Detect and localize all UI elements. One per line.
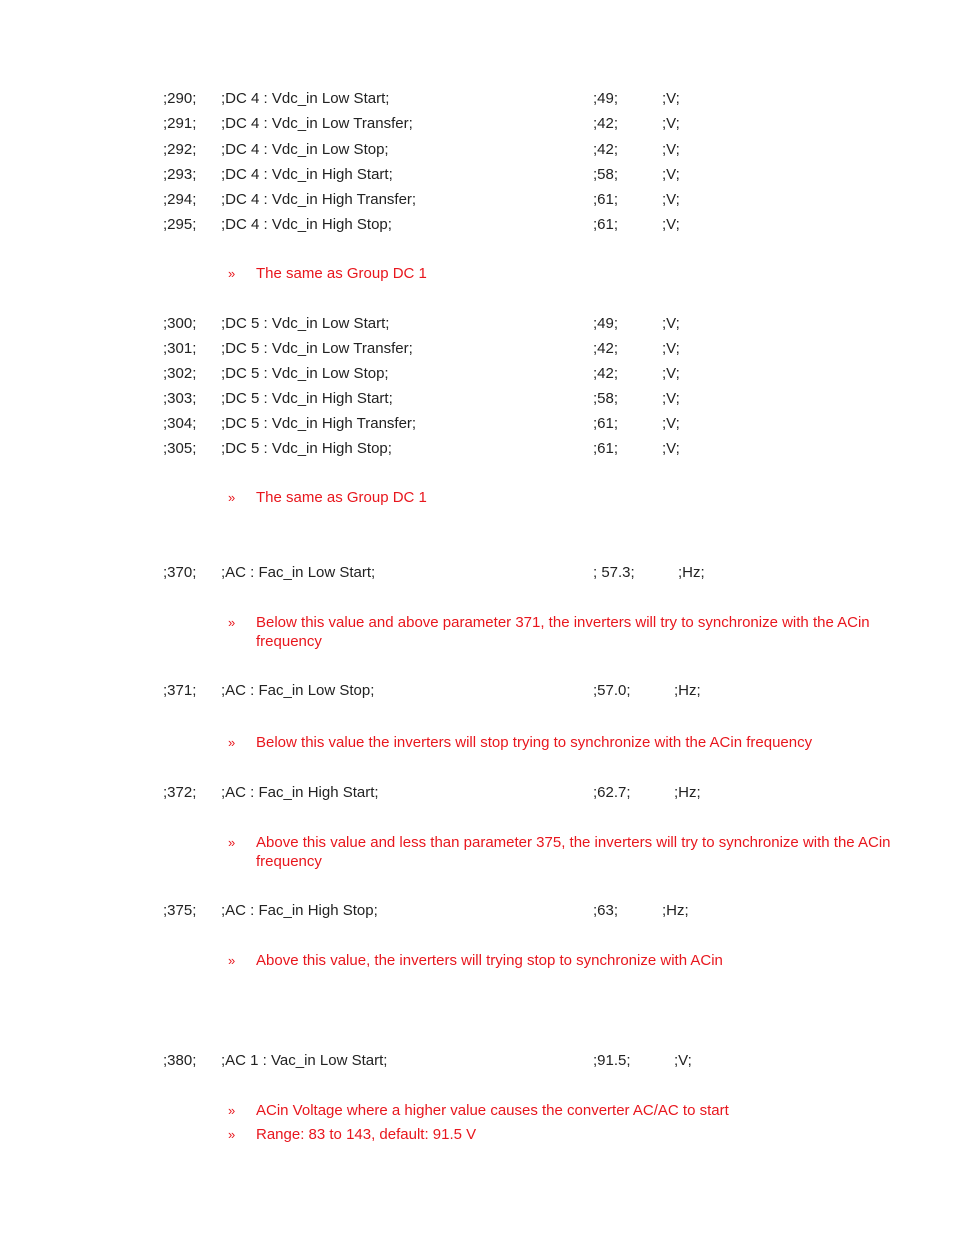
param-name: ;DC 5 : Vdc_in High Transfer; <box>221 415 417 432</box>
param-value: ;61; <box>593 440 619 457</box>
param-value: ;63; <box>593 902 619 919</box>
bullet-icon: » <box>228 1127 236 1142</box>
param-unit: ;V; <box>674 1052 692 1069</box>
param-id: ;300; <box>163 315 197 332</box>
param-unit: ;Hz; <box>674 682 701 699</box>
bullet-icon: » <box>228 735 236 750</box>
param-name: ;AC : Fac_in Low Stop; <box>221 682 375 699</box>
param-id: ;301; <box>163 340 197 357</box>
param-id: ;370; <box>163 564 197 581</box>
param-value: ;58; <box>593 166 619 183</box>
param-name: ;DC 4 : Vdc_in High Start; <box>221 166 393 183</box>
param-value: ;49; <box>593 315 619 332</box>
param-id: ;380; <box>163 1052 197 1069</box>
param-name: ;DC 5 : Vdc_in High Start; <box>221 390 393 407</box>
param-value: ;58; <box>593 390 619 407</box>
param-name: ;DC 4 : Vdc_in High Stop; <box>221 216 392 233</box>
param-name: ;DC 4 : Vdc_in Low Stop; <box>221 141 389 158</box>
param-name: ;AC : Fac_in High Stop; <box>221 902 378 919</box>
param-id: ;293; <box>163 166 197 183</box>
param-value: ;61; <box>593 415 619 432</box>
note-text: Above this value, the inverters will trying stop to synchronize with ACin <box>256 952 723 969</box>
param-id: ;304; <box>163 415 197 432</box>
param-value: ;91.5; <box>593 1052 631 1069</box>
param-id: ;294; <box>163 191 197 208</box>
param-value: ;61; <box>593 216 619 233</box>
param-value: ; 57.3; <box>593 564 635 581</box>
param-value: ;62.7; <box>593 784 631 801</box>
param-id: ;295; <box>163 216 197 233</box>
note-text: The same as Group DC 1 <box>256 265 427 282</box>
param-unit: ;V; <box>662 166 680 183</box>
param-name: ;AC : Fac_in Low Start; <box>221 564 376 581</box>
param-name: ;DC 4 : Vdc_in Low Transfer; <box>221 115 413 132</box>
note-text: Below this value the inverters will stop trying to synchronize with the ACin frequency <box>256 734 813 751</box>
param-unit: ;V; <box>662 315 680 332</box>
param-unit: ;V; <box>662 340 680 357</box>
param-value: ;57.0; <box>593 682 631 699</box>
param-id: ;372; <box>163 784 197 801</box>
bullet-icon: » <box>228 266 236 281</box>
note-text: ACin Voltage where a higher value causes the converter AC/AC to start <box>256 1102 729 1119</box>
param-unit: ;V; <box>662 141 680 158</box>
param-name: ;DC 5 : Vdc_in Low Stop; <box>221 365 389 382</box>
param-name: ;DC 5 : Vdc_in Low Start; <box>221 315 390 332</box>
param-id: ;290; <box>163 90 197 107</box>
param-value: ;42; <box>593 115 619 132</box>
param-unit: ;V; <box>662 90 680 107</box>
bullet-icon: » <box>228 835 236 850</box>
bullet-icon: » <box>228 953 236 968</box>
param-unit: ;Hz; <box>674 784 701 801</box>
param-name: ;DC 5 : Vdc_in High Stop; <box>221 440 392 457</box>
param-id: ;292; <box>163 141 197 158</box>
param-name: ;DC 5 : Vdc_in Low Transfer; <box>221 340 413 357</box>
param-id: ;302; <box>163 365 197 382</box>
param-unit: ;V; <box>662 415 680 432</box>
param-value: ;49; <box>593 90 619 107</box>
bullet-icon: » <box>228 490 236 505</box>
param-unit: ;Hz; <box>662 902 689 919</box>
param-unit: ;V; <box>662 115 680 132</box>
param-unit: ;V; <box>662 390 680 407</box>
param-id: ;305; <box>163 440 197 457</box>
param-name: ;AC : Fac_in High Start; <box>221 784 379 801</box>
note-text: Range: 83 to 143, default: 91.5 V <box>256 1126 477 1143</box>
param-name: ;DC 4 : Vdc_in Low Start; <box>221 90 390 107</box>
param-value: ;42; <box>593 365 619 382</box>
param-id: ;371; <box>163 682 197 699</box>
param-unit: ;V; <box>662 216 680 233</box>
param-value: ;42; <box>593 141 619 158</box>
param-id: ;303; <box>163 390 197 407</box>
param-name: ;AC 1 : Vac_in Low Start; <box>221 1052 388 1069</box>
param-unit: ;Hz; <box>678 564 705 581</box>
param-unit: ;V; <box>662 440 680 457</box>
param-unit: ;V; <box>662 191 680 208</box>
bullet-icon: » <box>228 615 236 630</box>
param-id: ;291; <box>163 115 197 132</box>
bullet-icon: » <box>228 1103 236 1118</box>
param-value: ;42; <box>593 340 619 357</box>
param-name: ;DC 4 : Vdc_in High Transfer; <box>221 191 417 208</box>
param-id: ;375; <box>163 902 197 919</box>
param-unit: ;V; <box>662 365 680 382</box>
note-text: Above this value and less than parameter 375, the inverters will try to synchronize with the ACin frequency <box>256 834 891 870</box>
param-value: ;61; <box>593 191 619 208</box>
note-text: The same as Group DC 1 <box>256 489 427 506</box>
note-text: Below this value and above parameter 371, the inverters will try to synchronize with the ACin frequency <box>256 614 870 650</box>
